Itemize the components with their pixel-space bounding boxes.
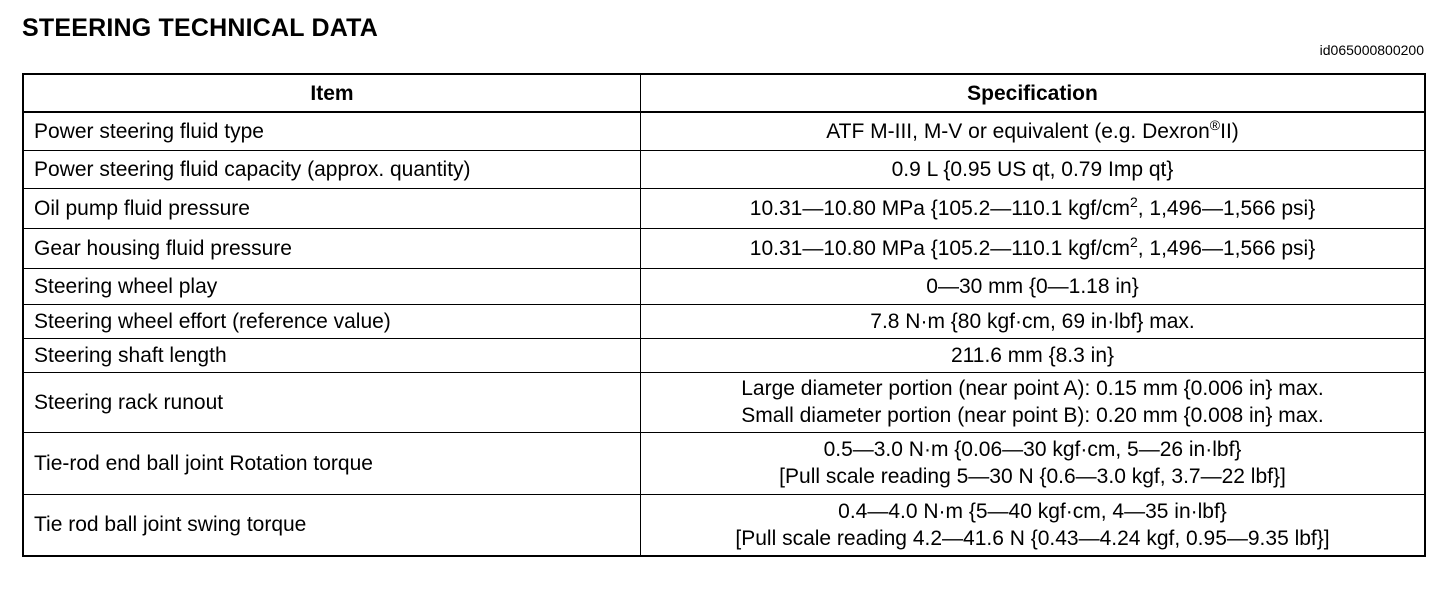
spec-column-header: Specification (641, 74, 1426, 112)
spec-cell: ATF M-III, M-V or equivalent (e.g. Dexron®II) (641, 112, 1426, 150)
spec-cell: 0.9 L {0.95 US qt, 0.79 Imp qt} (641, 150, 1426, 188)
spec-cell: 0—30 mm {0—1.18 in} (641, 268, 1426, 304)
table-row (23, 188, 1425, 228)
item-cell: Gear housing fluid pressure (23, 228, 641, 268)
superscript-2: 2 (1129, 233, 1138, 250)
spec-cell: 10.31—10.80 MPa {105.2—110.1 kgf/$cm^2$, 1,496—1,566 psi} (641, 228, 1426, 268)
document-id: id065000800200 (1319, 42, 1424, 58)
page-title: STEERING TECHNICAL DATA (22, 14, 378, 42)
table-header-row (23, 74, 1425, 112)
item-cell: Power steering fluid type (23, 112, 641, 150)
table-row (23, 432, 1425, 494)
superscript-2: 2 (1129, 193, 1138, 210)
table-row (23, 150, 1425, 188)
spec-cell: 10.31—10.80 MPa {105.2—110.1 kgf/$cm^2$, 1,496—1,566 psi} (641, 188, 1426, 228)
steering-spec-table (22, 73, 1426, 557)
item-cell: Steering shaft length (23, 338, 641, 372)
spec-cell: Large diameter portion (near point A): 0.15 mm {0.006 in} max. Small diameter portion (near point B): 0.20 mm {0.008 in} max. (641, 372, 1426, 432)
item-cell: Steering wheel play (23, 268, 641, 304)
spec-cell: 211.6 mm {8.3 in} (641, 338, 1426, 372)
spec-cell: 0.5—3.0 N·m {0.06—30 kgf·cm, 5—26 in·lbf} [Pull scale reading 5—30 N {0.6—3.0 kgf, 3.7—22 lbf}] (641, 432, 1426, 494)
item-cell: Power steering fluid capacity (approx. quantity) (23, 150, 641, 188)
table-row (23, 372, 1425, 432)
item-cell: Oil pump fluid pressure (23, 188, 641, 228)
table-row (23, 494, 1425, 556)
item-cell: Steering wheel effort (reference value) (23, 304, 641, 338)
item-cell: Tie-rod end ball joint Rotation torque (23, 432, 641, 494)
table-row (23, 304, 1425, 338)
table-row (23, 338, 1425, 372)
item-cell: Steering rack runout (23, 372, 641, 432)
table-row (23, 112, 1425, 150)
registered-mark: ® (1209, 116, 1221, 133)
item-cell: Tie rod ball joint swing torque (23, 494, 641, 556)
spec-cell: 0.4—4.0 N·m {5—40 kgf·cm, 4—35 in·lbf} [Pull scale reading 4.2—41.6 N {0.43—4.24 kgf, 0.95—9.35 lbf}] (641, 494, 1426, 556)
item-column-header: Item (23, 74, 641, 112)
spec-cell: 7.8 N·m {80 kgf·cm, 69 in·lbf} max. (641, 304, 1426, 338)
table-row (23, 268, 1425, 304)
table-row (23, 228, 1425, 268)
